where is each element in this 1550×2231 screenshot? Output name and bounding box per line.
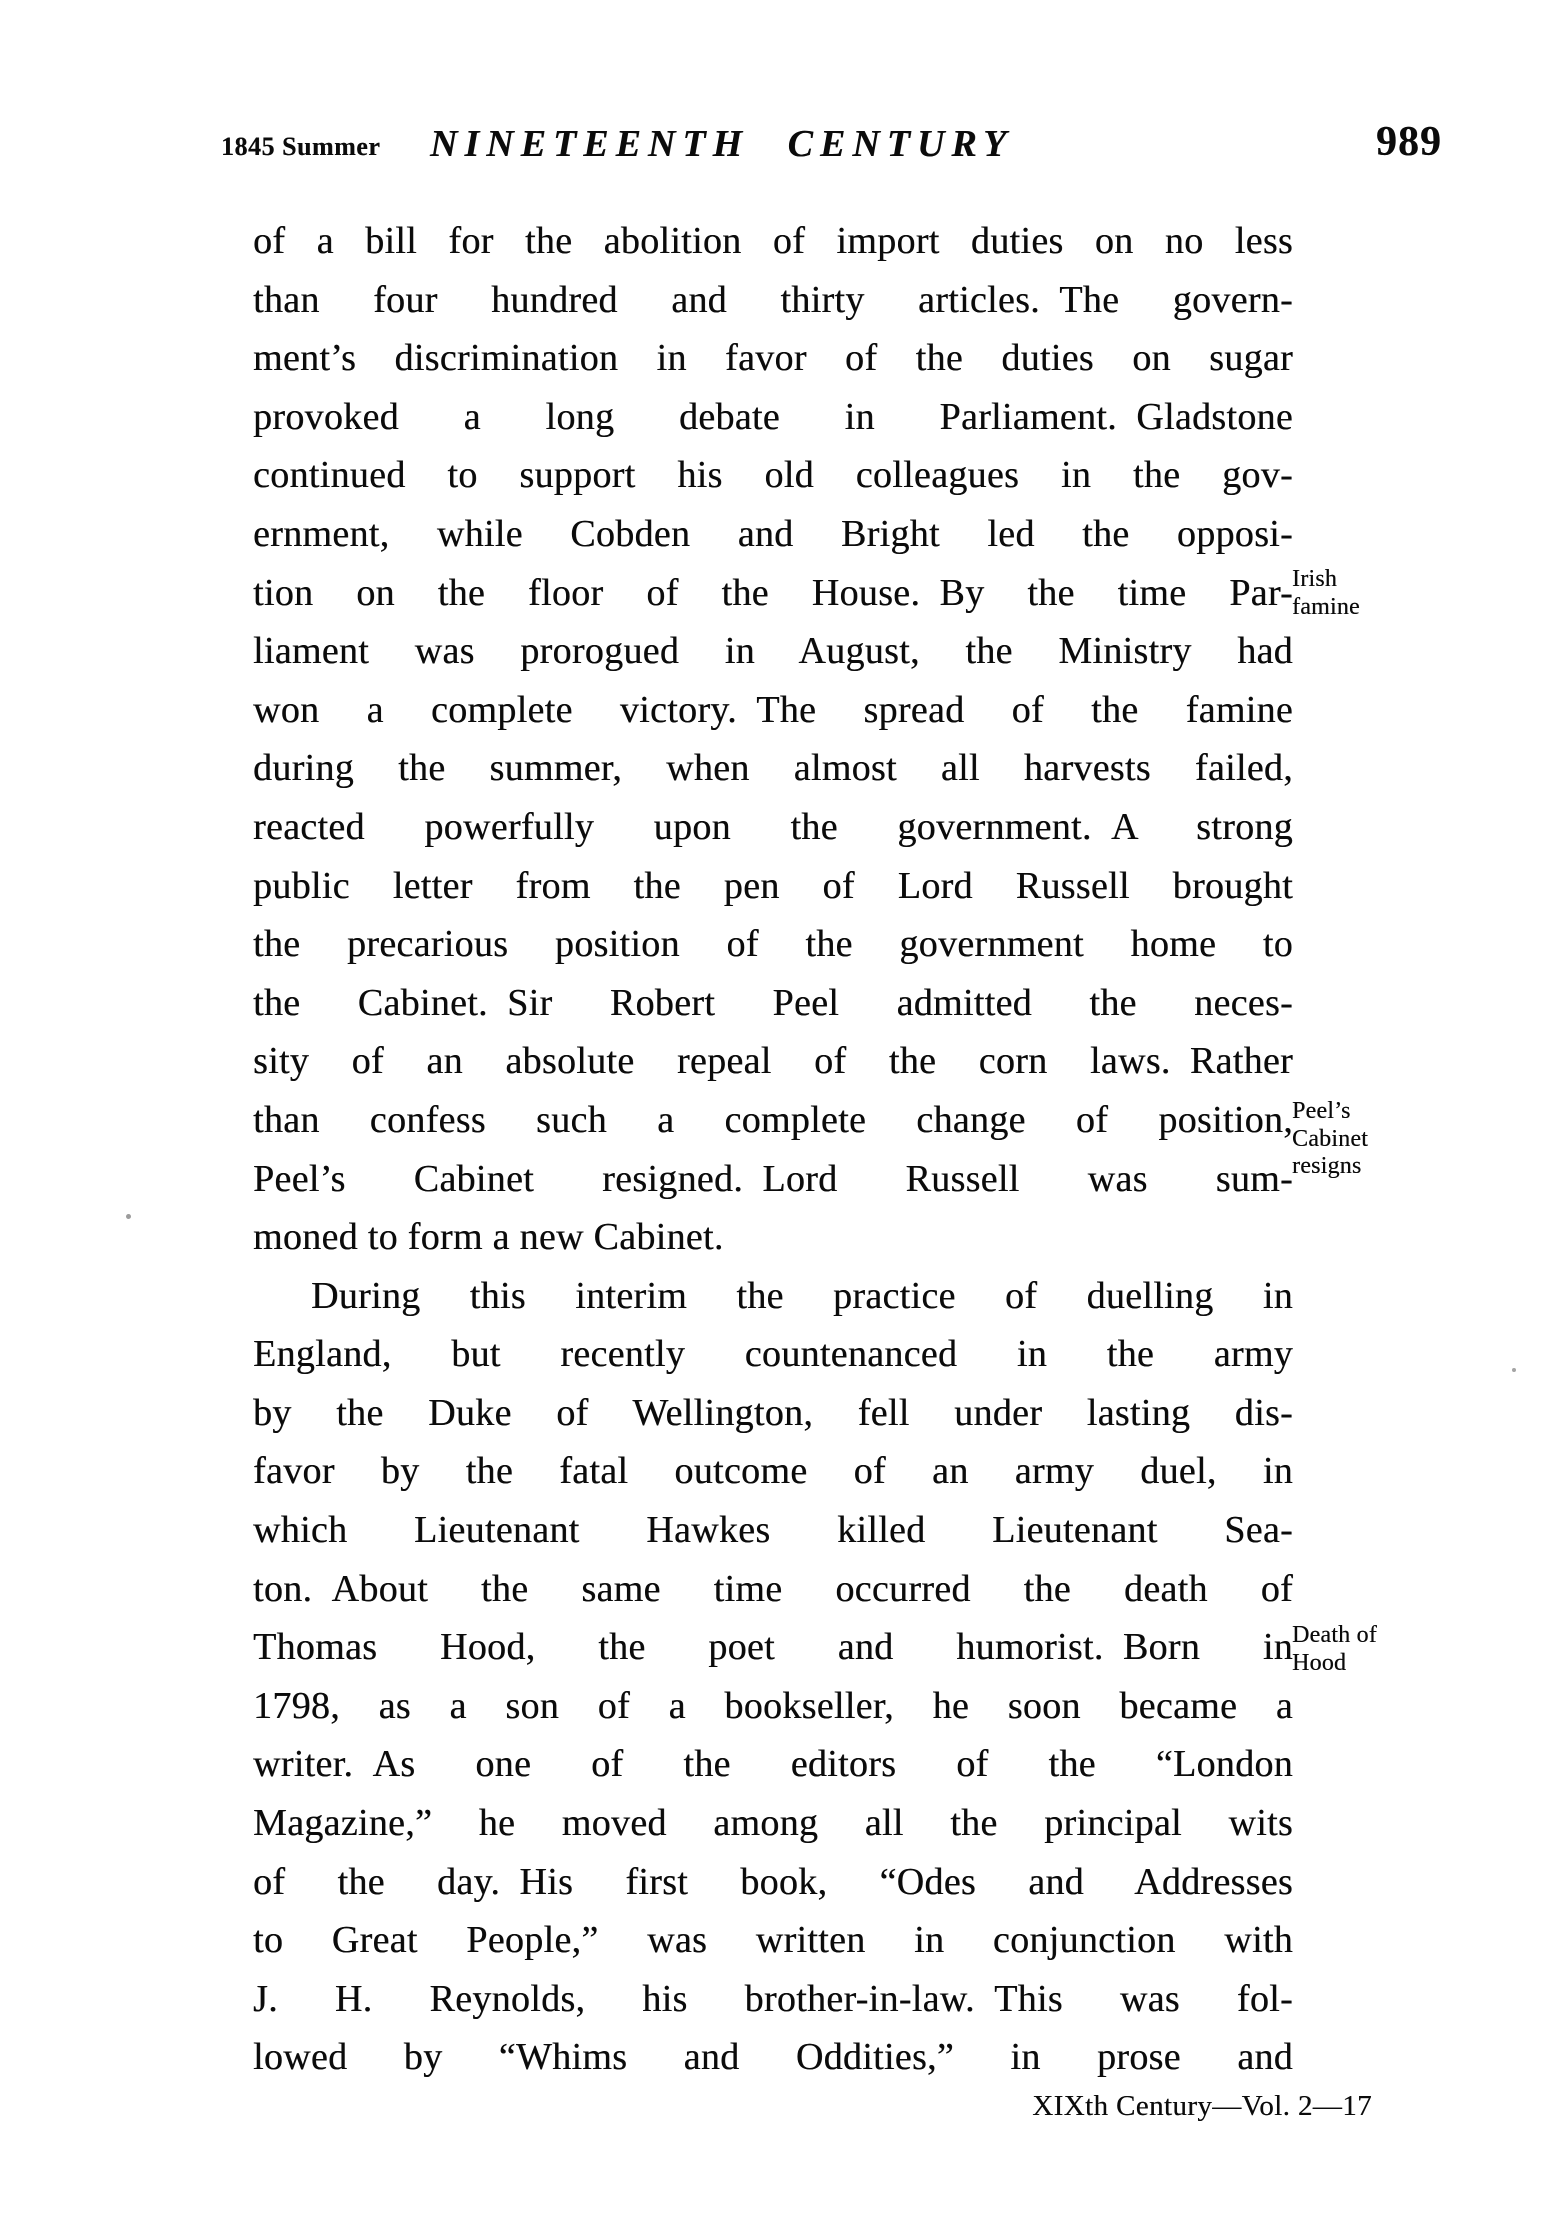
header-running-title: NINETEENTH CENTURY (430, 123, 1014, 165)
body-text-line: the precarious position of the government home to (253, 923, 1293, 966)
body-text-line: than confess such a complete change of position, (253, 1098, 1293, 1141)
margin-note-death-of-hood (1292, 1622, 1492, 1677)
header-page-number: 989 (1376, 119, 1442, 165)
body-text-line: England, but recently countenanced in the army (253, 1333, 1293, 1376)
body-text-line: sity of an absolute repeal of the corn laws. Rather (253, 1040, 1293, 1083)
body-text-line: 1798, as a son of a bookseller, he soon became a (253, 1684, 1293, 1727)
body-text-line: provoked a long debate in Parliament. Gladstone (253, 395, 1293, 438)
margin-note-irish-famine (1292, 566, 1492, 621)
body-text (253, 212, 1293, 2087)
body-text-line: Peel’s Cabinet resigned. Lord Russell was sum- (253, 1157, 1293, 1200)
body-text-line: Magazine,” he moved among all the principal wits (253, 1802, 1293, 1845)
body-text-line: which Lieutenant Hawkes killed Lieutenant Sea- (253, 1509, 1293, 1552)
scan-artifact-dot (126, 1214, 131, 1219)
margin-note-line: Hood (1292, 1649, 1347, 1676)
body-text-line: during the summer, when almost all harvests failed, (253, 747, 1293, 790)
margin-note-peels-cabinet-resigns (1292, 1098, 1492, 1181)
body-text-line: lowed by “Whims and Oddities,” in prose and (253, 2036, 1293, 2079)
header-date-label: 1845 Summer (221, 132, 381, 161)
body-text-line: to Great People,” was written in conjunction with (253, 1919, 1293, 1962)
body-text-line: During this interim the practice of duelling in (311, 1274, 1293, 1317)
body-text-line: ment’s discrimination in favor of the duties on sugar (253, 337, 1293, 380)
margin-note-line: Irish (1292, 566, 1337, 592)
body-text-line: J. H. Reynolds, his brother-in-law. This was fol- (253, 1977, 1293, 2020)
body-text-line: reacted powerfully upon the government. A strong (253, 805, 1293, 848)
body-text-line: won a complete victory. The spread of the famine (253, 688, 1293, 731)
body-text-line: than four hundred and thirty articles. The govern- (253, 278, 1293, 321)
body-text-line: continued to support his old colleagues in the gov- (253, 454, 1293, 497)
body-text-line: public letter from the pen of Lord Russell brought (253, 864, 1293, 907)
body-text-line: ton. About the same time occurred the death of (253, 1567, 1293, 1610)
body-text-line: ernment, while Cobden and Bright led the opposi- (253, 512, 1293, 555)
body-text-line: liament was prorogued in August, the Ministry had (253, 630, 1293, 673)
margin-note-line: Peel’s (1292, 1098, 1351, 1124)
body-text-line: tion on the floor of the House. By the time Par- (253, 571, 1293, 614)
margin-note-line: Death of (1292, 1622, 1377, 1648)
body-text-line: the Cabinet. Sir Robert Peel admitted the neces- (253, 981, 1293, 1024)
body-text-line: by the Duke of Wellington, fell under lasting dis- (253, 1391, 1293, 1434)
body-text-line: of the day. His first book, “Odes and Addresses (253, 1860, 1293, 1903)
body-text-line: writer. As one of the editors of the “London (253, 1743, 1293, 1786)
margin-note-line: famine (1292, 593, 1360, 620)
body-text-line: moned to form a new Cabinet. (253, 1216, 724, 1259)
scan-artifact-dot (1512, 1368, 1516, 1372)
footer-volume-label: XIXth Century—Vol. 2—17 (1032, 2090, 1372, 2122)
body-text-line: Thomas Hood, the poet and humorist. Born in (253, 1626, 1293, 1669)
body-text-line: of a bill for the abolition of import duties on no less (253, 220, 1293, 262)
margin-note-line: Cabinet (1292, 1125, 1369, 1152)
margin-note-line: resigns (1292, 1153, 1362, 1179)
body-text-line: favor by the fatal outcome of an army duel, in (253, 1450, 1293, 1493)
